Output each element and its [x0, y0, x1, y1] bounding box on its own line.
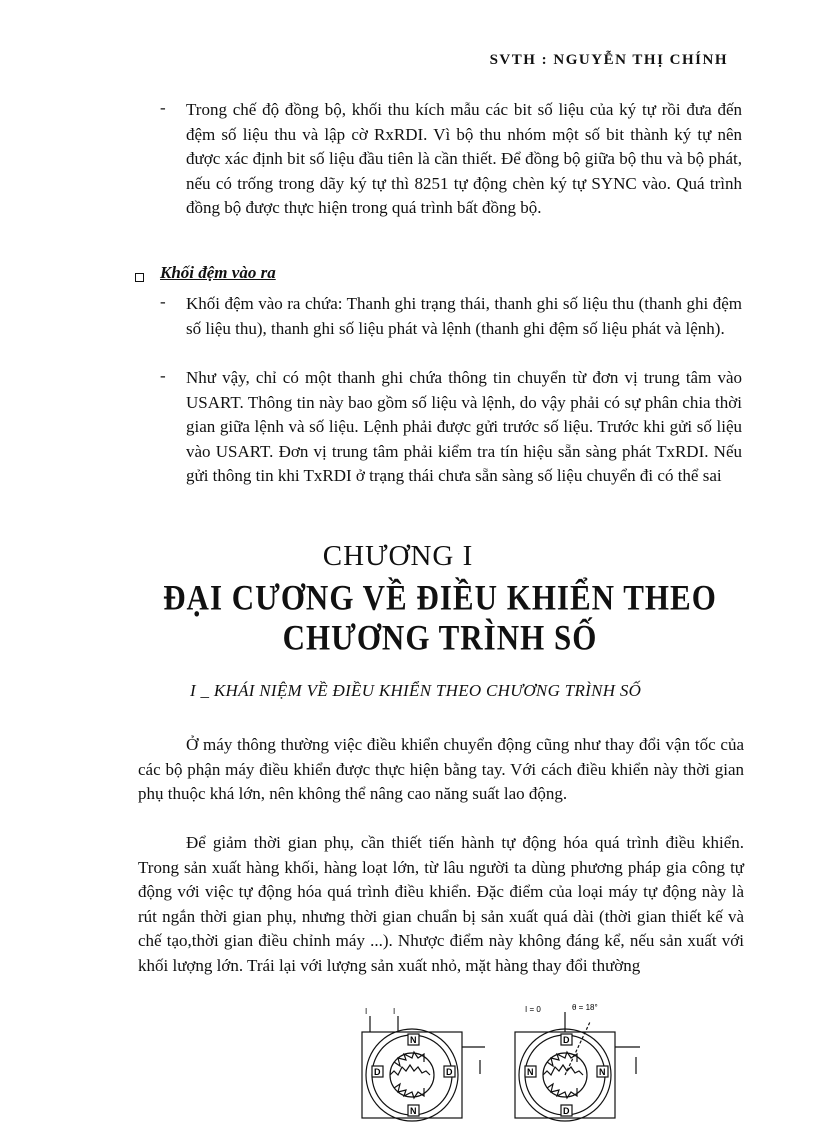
fig-label-current-zero: I = 0 — [525, 1005, 541, 1014]
chapter-number: CHƯƠNG I — [322, 540, 474, 572]
bullet-paragraph: Trong chế độ đồng bộ, khối thu kích mẫu các bit số liệu của ký tự rồi đưa đến đệm số liệu thu và lập cờ RxRDI. Vì bộ thu nhóm một số bit thành ký tự nên được xác định bit số liệu đầu tiên là cần thiết. Để đồng bộ giữa bộ thu và bộ phát, nếu có trống trong dãy ký tự thì 8251 tự động chèn ký tự SYNC vào. Quá trình đồng bộ được thực hiện trong quá trình bất đồng bộ. — [186, 100, 742, 217]
fig-label-current-2: I — [393, 1007, 396, 1016]
fig-pole-label: N — [410, 1106, 417, 1116]
fig-pole-label: D — [446, 1067, 453, 1077]
bullet-marker: - — [160, 98, 166, 117]
fig-pole-label: N — [410, 1035, 417, 1045]
stepper-motor-figure — [350, 1002, 660, 1123]
fig-pole-label: D — [563, 1035, 570, 1045]
bullet-paragraph: Khối đệm vào ra chứa: Thanh ghi trạng thái, thanh ghi số liệu thu (thanh ghi đệm số liệu thu), thanh ghi số liệu phát và lệnh (thanh ghi đệm số liệu phát và lệnh). — [186, 294, 742, 338]
section-subtitle: I _ KHÁI NIỆM VỀ ĐIỀU KHIỂN THEO CHƯƠNG TRÌNH SỐ — [190, 681, 642, 700]
square-bullet-icon — [135, 273, 144, 282]
fig-label-current-1: I — [365, 1007, 368, 1016]
fig-pole-label: D — [563, 1106, 570, 1116]
chapter-title-line2: CHƯƠNG TRÌNH SỐ — [282, 617, 598, 658]
fig-pole-label: D — [374, 1067, 381, 1077]
body-paragraph: Ở máy thông thường việc điều khiển chuyển động cũng như thay đổi vận tốc của các bộ phận máy điều khiển được thực hiện bằng tay. Với cách điều khiển này thời gian phụ thuộc khá lớn, nên không thể nâng cao năng suất lao động. — [138, 735, 744, 803]
section-heading: Khối đệm vào ra — [160, 263, 276, 282]
bullet-marker: - — [160, 366, 166, 385]
chapter-title-line1: ĐẠI CƯƠNG VỀ ĐIỀU KHIỂN THEO — [163, 577, 717, 618]
body-paragraph: Để giảm thời gian phụ, cần thiết tiến hành tự động hóa quá trình điều khiển. Trong sản xuất hàng khối, hàng loạt lớn, từ lâu người ta dùng phương pháp gia công tự động với việc tự động hóa quá trình điều khiển. Đặc điểm của loại máy tự động này là rút ngắn thời gian phụ, nhưng thời gian chuẩn bị sản xuất quá dài (thời gian thiết kế và chế tạo,thời gian điều chỉnh máy ...). Nhược điểm này không đáng kể, nếu sản xuất với khối lượng lớn. Trái lại với lượng sản xuất nhỏ, mặt hàng thay đổi thường — [138, 833, 744, 975]
fig-pole-label: N — [527, 1067, 534, 1077]
bullet-paragraph: Như vậy, chỉ có một thanh ghi chứa thông tin chuyển từ đơn vị trung tâm vào USART. Thông tin này bao gồm số liệu và lệnh, do vậy phải có sự phân chia thời gian giữa lệnh và số liệu. Lệnh phải được gửi trước số liệu. Trước khi gửi số liệu vào USART. Đơn vị trung tâm phải kiểm tra tín hiệu sẵn sàng phát TxRDI. Nếu gửi thông tin khi TxRDI ở trạng thái chưa sẵn sàng số liệu chuyển đi có thể sai — [186, 368, 742, 485]
bullet-marker: - — [160, 292, 166, 311]
motor-diagram-right — [515, 1012, 640, 1121]
fig-pole-label: N — [599, 1067, 606, 1077]
page-header-author: SVTH : NGUYỄN THỊ CHÍNH — [489, 52, 728, 68]
fig-label-angle: θ = 18° — [572, 1003, 598, 1012]
